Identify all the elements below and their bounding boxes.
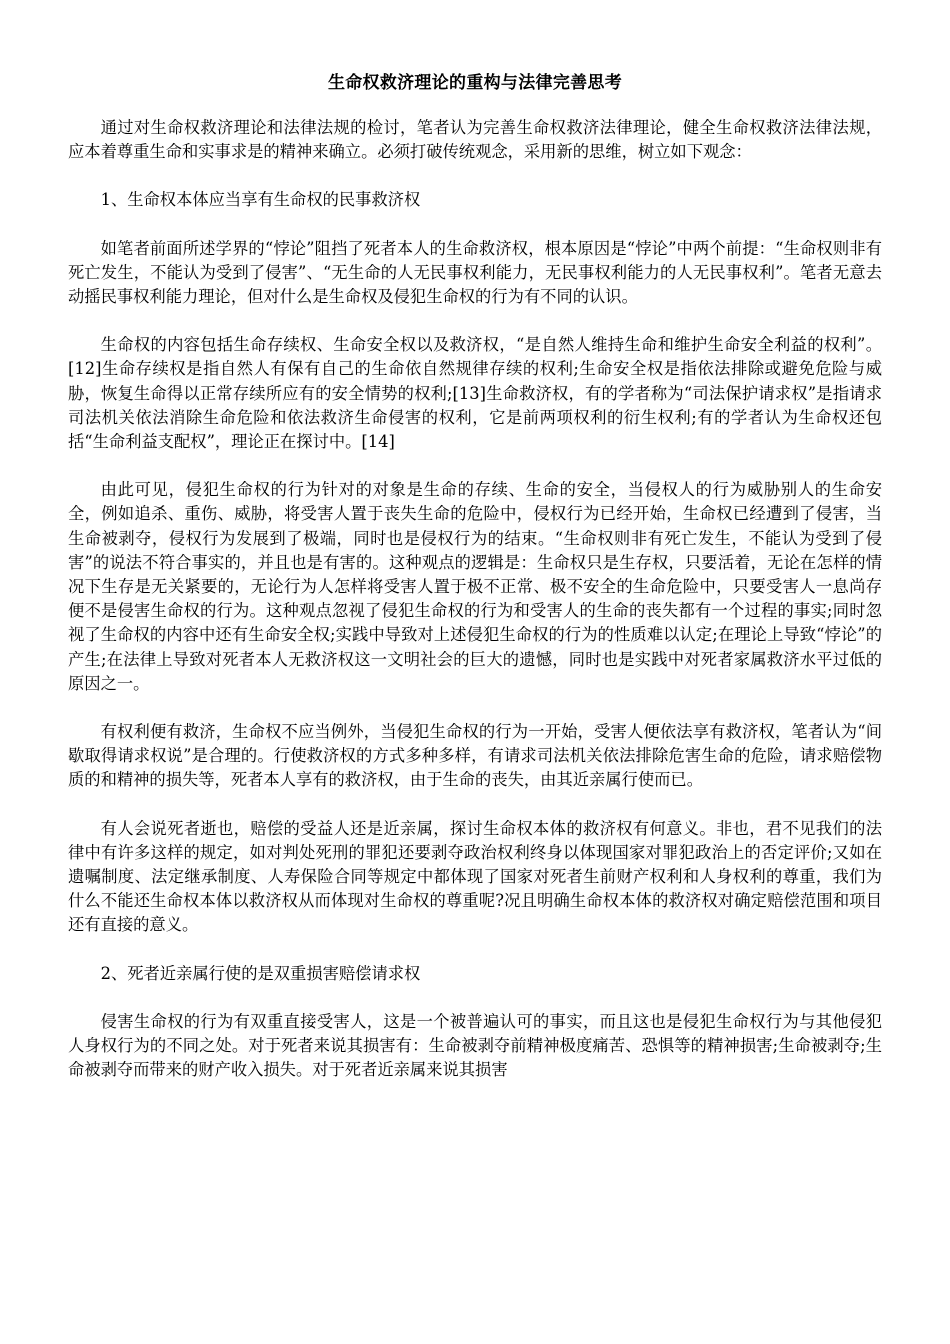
section-heading: 2、死者近亲属行使的是双重损害赔偿请求权 bbox=[100, 963, 421, 983]
body-paragraph: 有人会说死者逝也，赔偿的受益人还是近亲属，探讨生命权本体的救济权有何意义。非也，君不见我们的法律中有许多这样的规定，如对判处死刑的罪犯还要剥夺政治权利终身以体现国家对罪犯政治上的否定评价;又如在遗嘱制度、法定继承制度、人寿保险合同等规定中都体现了国家对死者生前财产权利和人身权利的尊重，我们为什么不能还生命权本体以救济权从而体现对生命权的尊重呢?况且明确生命权本体的救济权对确定赔偿范围和项目还有直接的意义。 bbox=[68, 818, 882, 935]
body-paragraph: 生命权的内容包括生命存续权、生命安全权以及救济权，“是自然人维持生命和维护生命安全利益的权利”。[12]生命存续权是指自然人有保有自己的生命依自然规律存续的权利;生命安全权是指依法排除或避免危险与威胁，恢复生命得以正常存续所应有的安全情势的权利;[13]生命救济权，有的学者称为“司法保护请求权”是指请求司法机关依法消除生命危险和依法救济生命侵害的权利，它是前两项权利的衍生权利;有的学者认为生命权还包括“生命利益支配权”，理论正在探讨中。[14] bbox=[68, 335, 882, 452]
body-paragraph: 由此可见，侵犯生命权的行为针对的对象是生命的存续、生命的安全，当侵权人的行为威胁别人的生命安全，例如追杀、重伤、威胁，将受害人置于丧失生命的危险中，侵权行为已经开始，生命权已经遭到了侵害，当生命被剥夺，侵权行为发展到了极端，同时也是侵权行为的结束。“生命权则非有死亡发生，不能认为受到了侵害”的说法不符合事实的，并且也是有害的。这种观点的逻辑是：生命权只是生存权，只要活着，无论在怎样的情况下生存是无关紧要的，无论行为人怎样将受害人置于极不正常、极不安全的生命危险中，只要受害人一息尚存便不是侵害生命权的行为。这种观点忽视了侵犯生命权的行为和受害人的生命的丧失都有一个过程的事实;同时忽视了生命权的内容中还有生命安全权;实践中导致对上述侵犯生命权的行为的性质难以认定;在理论上导致“悖论”的产生;在法律上导致对死者本人无救济权这一文明社会的巨大的遗憾，同时也是实践中对死者家属救济水平过低的原因之一。 bbox=[68, 480, 882, 693]
document-page bbox=[68, 72, 882, 1107]
body-paragraph: 有权利便有救济，生命权不应当例外，当侵犯生命权的行为一开始，受害人便依法享有救济权，笔者认为“间歇取得请求权说”是合理的。行使救济权的方式多种多样，有请求司法机关依法排除危害生命的危险，请求赔偿物质的和精神的损失等，死者本人享有的救济权，由于生命的丧失，由其近亲属行使而已。 bbox=[68, 722, 882, 790]
document-body bbox=[68, 116, 882, 1083]
body-paragraph: 通过对生命权救济理论和法律法规的检讨，笔者认为完善生命权救济法律理论，健全生命权救济法律法规，应本着尊重生命和实事求是的精神来确立。必须打破传统观念，采用新的思维，树立如下观念： bbox=[68, 118, 882, 162]
body-paragraph: 侵害生命权的行为有双重直接受害人，这是一个被普遍认可的事实，而且这也是侵犯生命权行为与其他侵犯人身权行为的不同之处。对于死者来说其损害有：生命被剥夺前精神极度痛苦、恐惧等的精神损害;生命被剥夺;生命被剥夺而带来的财产收入损失。对于死者近亲属来说其损害 bbox=[68, 1011, 882, 1080]
document-title: 生命权救济理论的重构与法律完善思考 bbox=[327, 73, 623, 93]
section-heading: 1、生命权本体应当享有生命权的民事救济权 bbox=[100, 190, 421, 210]
body-paragraph: 如笔者前面所述学界的“悖论”阻挡了死者本人的生命救济权，根本原因是“悖论”中两个前提：“生命权则非有死亡发生，不能认为受到了侵害”、“无生命的人无民事权利能力，无民事权利能力的人无民事权利”。笔者无意去动摇民事权利能力理论，但对什么是生命权及侵犯生命权的行为有不同的认识。 bbox=[68, 238, 882, 307]
